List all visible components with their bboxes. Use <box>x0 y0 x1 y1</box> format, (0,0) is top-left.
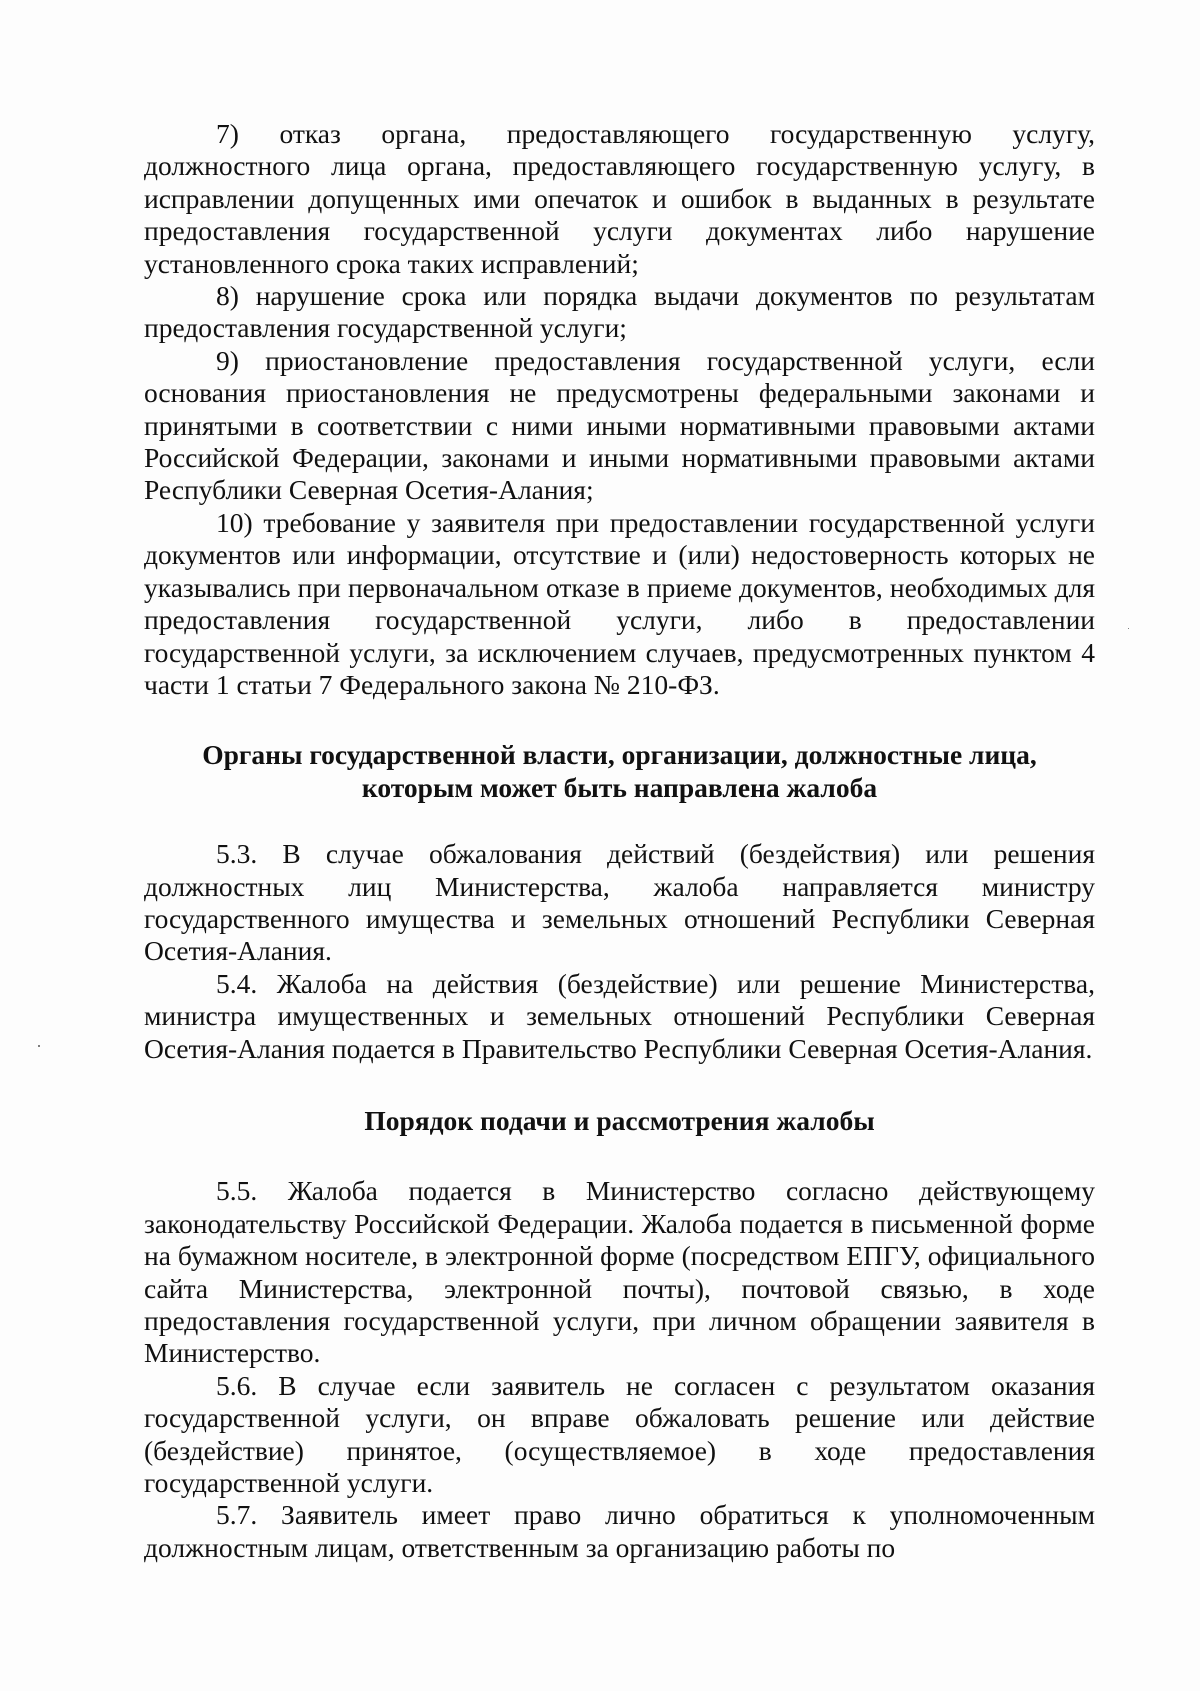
section-heading-complaint-procedure: Порядок подачи и рассмотрения жалобы <box>364 1104 875 1136</box>
paragraph-5-6: 5.6. В случае если заявитель не согласен с результатом оказания государственной услуги, он вправе обжаловать решение или действие (бездействие) принятое, (осуществляемое) в ходе предоставления государственной услуги. <box>144 1369 1095 1499</box>
paragraph-item-9: 9) приостановление предоставления государственной услуги, если основания приостановления не предусмотрены федеральными законами и принятыми в соответствии с ними иными нормативными правовыми актами Российской Федерации, законами и иными нормативными правовыми актами Республики Северная Осетия-Алания; <box>144 344 1095 506</box>
paragraph-5-7: 5.7. Заявитель имеет право лично обратиться к уполномоченным должностным лицам, ответственным за организацию работы по <box>144 1499 1095 1563</box>
section-heading-complaint-recipients <box>144 739 1095 804</box>
paragraph-item-7: 7) отказ органа, предоставляющего государственную услугу, должностного лица органа, предоставляющего государственную услугу, в исправлении допущенных ими опечаток и ошибок в выданных в результате предоставления государственной услуги документах либо нарушение установленного срока таких исправлений; <box>144 118 1095 279</box>
paragraph-item-10: 10) требование у заявителя при предоставлении государственной услуги документов или информации, отсутствие и (или) недостоверность которых не указывались при первоначальном отказе в приеме документов, необходимых для предоставления государственной услуги, либо в предоставлении государственной услуги, за исключением случаев, предусмотренных пунктом 4 части 1 статьи 7 Федерального закона № 210-ФЗ. <box>144 506 1095 700</box>
paragraph-5-3: 5.3. В случае обжалования действий (бездействия) или решения должностных лиц Министерства, жалоба направляется министру государственного имущества и земельных отношений Республики Северная Осетия-Алания. <box>144 838 1095 967</box>
scan-speck <box>38 1045 40 1047</box>
heading-line: которым может быть направлена жалоба <box>361 771 878 803</box>
paragraph-5-4: 5.4. Жалоба на действия (бездействие) или решение Министерства, министра имущественных и земельных отношений Республики Северная Осетия-Алания подается в Правительство Республики Северная Осетия-Алания. <box>144 967 1095 1064</box>
heading-line: Органы государственной власти, организации, должностные лица, <box>202 739 1037 771</box>
document-body <box>144 118 1095 1564</box>
paragraph-item-8: 8) нарушение срока или порядка выдачи документов по результатам предоставления государственной услуги; <box>144 280 1095 344</box>
paragraph-5-5: 5.5. Жалоба подается в Министерство согласно действующему законодательству Российской Федерации. Жалоба подается в письменной форме на бумажном носителе, в электронной форме (посредством ЕПГУ, официального сайта Министерства, электронной почты), почтовой связью, в ходе предоставления государственной услуги, при личном обращении заявителя в Министерство. <box>144 1175 1095 1369</box>
scan-speck <box>1128 628 1129 629</box>
